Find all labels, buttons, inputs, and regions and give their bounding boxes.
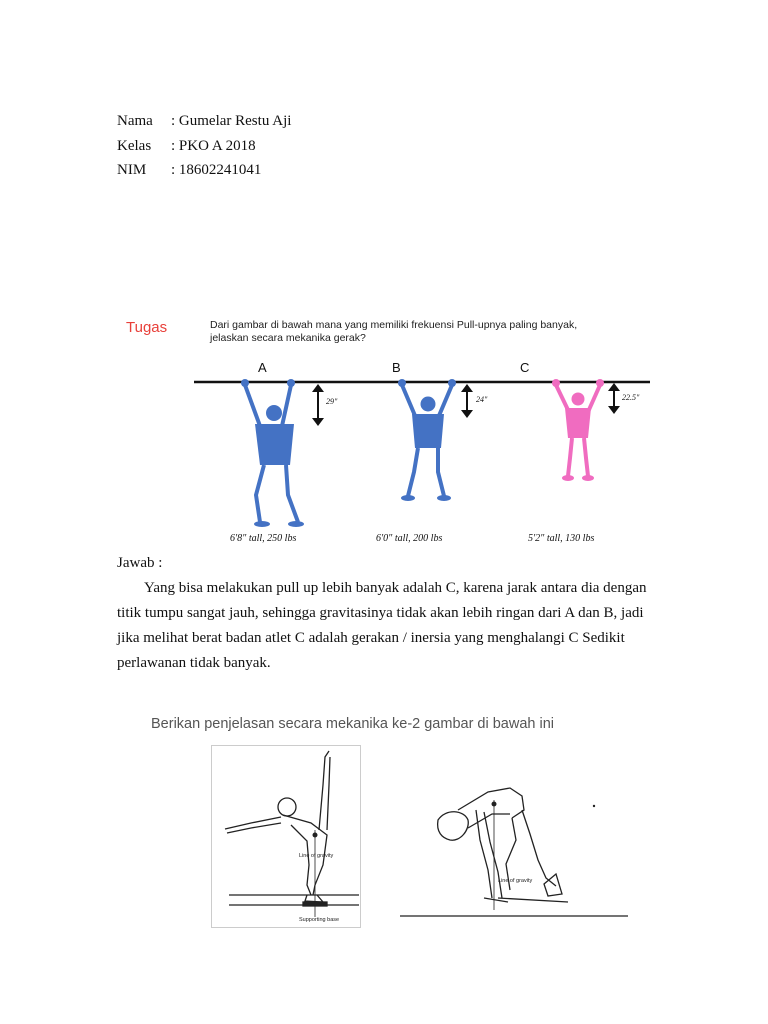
gravity-label: Line of gravity	[299, 853, 334, 859]
figure-caption: 5'2" tall, 130 lbs	[528, 533, 595, 544]
info-value: : Gumelar Restu Aji	[171, 113, 292, 129]
reach-arrow-c	[608, 383, 620, 414]
base-label: Supporting base	[299, 917, 340, 923]
info-row-kelas	[117, 138, 256, 155]
pullup-figure	[118, 300, 658, 550]
answer-body	[117, 576, 657, 676]
dot-mark	[593, 805, 595, 807]
sprinter-start-figure	[398, 770, 630, 920]
figure-letter: B	[392, 360, 401, 375]
task-question-line1: Dari gambar di bawah mana yang memiliki frekuensi Pull-upnya paling banyak,	[210, 319, 578, 331]
answer-text: Yang bisa melakukan pull up lebih banyak adalah C, karena jarak antara dia dengan titik tumpu sangat jauh, sehingga gravitasinya tidak akan lebih ringan dari A dan B, jadi jika melihat berat badan atlet C adalah gerakan / inersia yang menghalangi C Sedikit perlawanan tidak banyak.	[117, 580, 647, 671]
info-label: Kelas	[117, 138, 152, 154]
task2-title: Berikan penjelasan secara mekanika ke-2 gambar di bawah ini	[151, 716, 555, 732]
info-value: : 18602241041	[171, 162, 262, 178]
figure-c	[520, 360, 604, 481]
task-title: Tugas	[126, 319, 168, 336]
info-row-nama	[117, 113, 291, 130]
figure-letter: C	[520, 360, 530, 375]
dancer-balance-figure	[211, 745, 361, 928]
reach-arrow-b	[461, 384, 473, 418]
figure-caption: 6'0" tall, 200 lbs	[376, 533, 443, 544]
figure-caption: 6'8" tall, 250 lbs	[230, 533, 297, 544]
center-of-gravity	[313, 833, 318, 838]
figure-a	[241, 360, 304, 527]
reach-label: 29"	[326, 397, 338, 406]
figure-letter: A	[258, 360, 267, 375]
info-value: : PKO A 2018	[171, 138, 256, 154]
reach-label: 22.5"	[622, 393, 640, 402]
center-of-gravity	[492, 802, 497, 807]
task-question-line2: jelaskan secara mekanika gerak?	[210, 332, 366, 344]
reach-arrow-a	[312, 384, 324, 426]
info-label: NIM	[117, 162, 147, 178]
info-row-nim	[117, 162, 261, 179]
gravity-label: Line of gravity	[498, 878, 533, 884]
answer-label: Jawab :	[117, 555, 163, 571]
info-label: Nama	[117, 113, 153, 129]
reach-label: 24"	[476, 395, 488, 404]
